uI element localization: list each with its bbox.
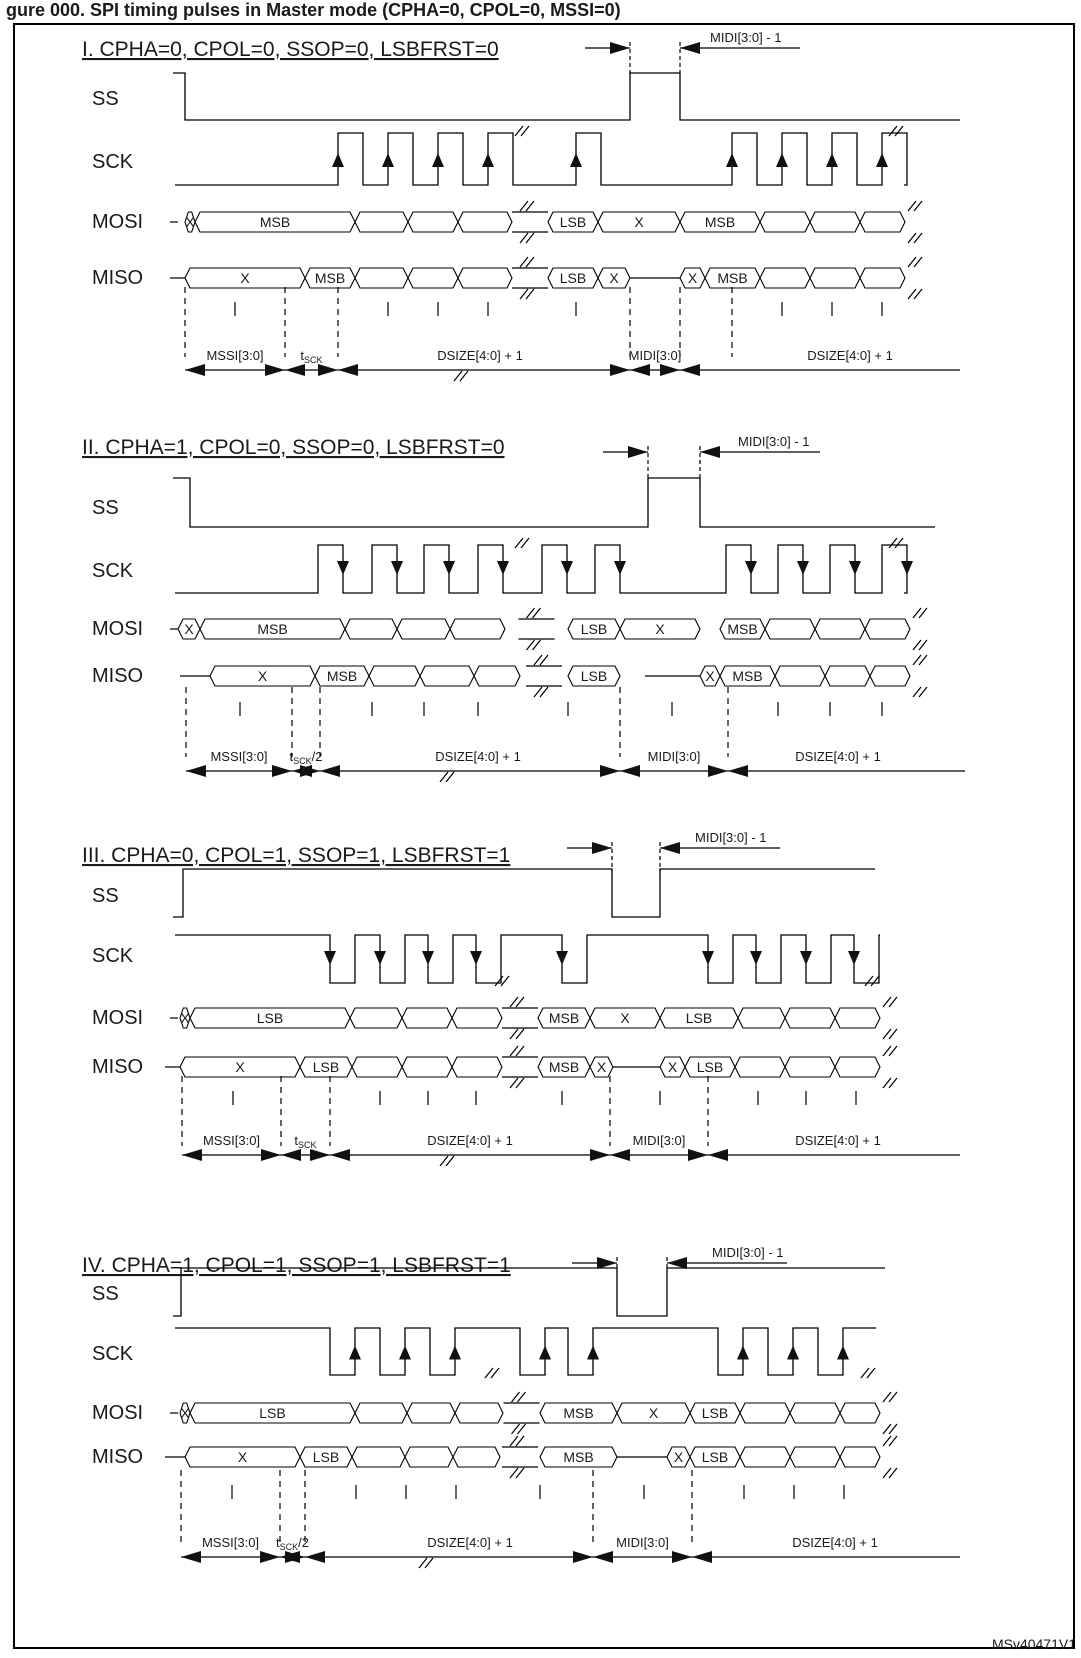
mosi-cell-label: LSB	[701, 1405, 729, 1421]
panel-title: IV. CPHA=1, CPOL=1, SSOP=1, LSBFRST=1	[82, 1254, 511, 1277]
dimension-arrowhead	[672, 1551, 692, 1563]
mosi-cell	[350, 1008, 402, 1028]
dimension-arrowhead	[338, 364, 358, 376]
sck-waveform	[175, 545, 907, 593]
sck-waveform	[175, 1328, 876, 1375]
signal-label-mosi: MOSI	[92, 1402, 144, 1424]
sample-arrow	[470, 951, 482, 965]
sample-arrow	[797, 561, 809, 575]
mosi-cell	[450, 619, 505, 639]
miso-cell-label: X	[240, 270, 250, 286]
signal-label-miso: MISO	[92, 1056, 144, 1078]
miso-cell-label: LSB	[312, 1059, 340, 1075]
mssi-label: MSSI[3:0]	[202, 1133, 261, 1148]
figure-id-tag: MSv40471V1	[991, 1636, 1076, 1652]
mosi-cell	[738, 1008, 785, 1028]
miso-cell-label: X	[237, 1449, 248, 1465]
miso-cell	[452, 1057, 502, 1077]
sample-arrow	[837, 1346, 849, 1360]
tsck-subscript: SCK	[293, 756, 312, 766]
sck-waveform	[175, 133, 907, 185]
dimension-arrowhead	[610, 364, 630, 376]
sample-arrow	[337, 561, 349, 575]
dimension-arrowhead	[708, 1149, 728, 1161]
dimension-arrowhead	[592, 842, 612, 854]
tsck-label: $t_{SCK}/2$	[289, 749, 323, 766]
sample-arrow	[382, 153, 394, 167]
miso-cell-label: X	[596, 1059, 607, 1075]
sample-arrow	[443, 561, 455, 575]
tsck-label: $t_{SCK}$	[300, 348, 323, 365]
dimension-arrowhead	[261, 1149, 281, 1161]
miso-cell	[408, 268, 458, 288]
mosi-cell-label: MSB	[259, 214, 291, 230]
mosi-cell-label: X	[180, 1010, 190, 1026]
sample-arrow	[614, 561, 626, 575]
miso-cell-label: X	[687, 270, 698, 286]
dimension-arrowhead	[310, 1149, 330, 1161]
miso-cell	[458, 268, 512, 288]
sample-arrow	[776, 153, 788, 167]
signal-label-sck: SCK	[92, 151, 134, 173]
dimension-arrowhead	[700, 446, 720, 458]
panel-title: II. CPHA=1, CPOL=0, SSOP=0, LSBFRST=0	[82, 436, 505, 459]
mosi-cell-label: X	[655, 621, 665, 637]
miso-cell	[860, 268, 905, 288]
sample-arrow	[422, 951, 434, 965]
signal-label-mosi: MOSI	[92, 1007, 144, 1029]
mosi-cell	[407, 1403, 455, 1423]
mosi-cell-label: MSB	[257, 621, 288, 637]
miso-cell-label: MSB	[326, 668, 358, 684]
mosi-cell	[355, 1403, 407, 1423]
mssi-label: MSSI[3:0]	[206, 348, 264, 363]
miso-cell	[870, 666, 910, 686]
sample-arrow	[556, 951, 568, 965]
dimension-arrowhead	[318, 364, 338, 376]
mosi-cell	[458, 212, 512, 232]
miso-cell	[760, 268, 810, 288]
mosi-cell	[865, 619, 910, 639]
mssi-label: MSSI[3:0]	[201, 1535, 260, 1550]
mosi-cell	[397, 619, 450, 639]
signal-label-sck: SCK	[92, 1343, 134, 1365]
dimension-arrowhead	[692, 1551, 712, 1563]
signal-label-sck: SCK	[92, 945, 134, 967]
mosi-cell	[408, 212, 458, 232]
sample-arrow	[849, 561, 861, 575]
miso-cell-label: X	[705, 668, 715, 684]
midi-label: MIDI[3:0]	[647, 749, 701, 764]
sample-arrow	[787, 1346, 799, 1360]
panel-title: I. CPHA=0, CPOL=0, SSOP=0, LSBFRST=0	[82, 38, 499, 61]
sample-arrow	[349, 1346, 361, 1360]
miso-cell	[402, 1057, 452, 1077]
miso-cell-label: MSB	[548, 1059, 580, 1075]
signal-label-ss: SS	[92, 88, 119, 110]
miso-cell	[810, 268, 860, 288]
midi-label: MIDI[3:0]	[616, 1535, 669, 1550]
miso-cell-label: X	[235, 1059, 245, 1075]
dsize-label-1: DSIZE[4:0] + 1	[437, 348, 523, 363]
dimension-arrowhead	[260, 1551, 280, 1563]
mosi-cell-label: X	[184, 621, 194, 637]
miso-cell	[790, 1447, 840, 1467]
mosi-cell	[452, 1008, 502, 1028]
mosi-cell	[402, 1008, 452, 1028]
sample-arrow	[539, 1346, 551, 1360]
dimension-arrowhead	[320, 765, 340, 777]
sample-arrow	[826, 153, 838, 167]
miso-cell-label: MSB	[314, 270, 346, 286]
ss-waveform	[173, 478, 935, 527]
midi-minus-one-label: MIDI[3:0] - 1	[712, 1245, 784, 1260]
miso-cell-label: LSB	[701, 1449, 729, 1465]
dimension-arrowhead	[186, 765, 206, 777]
miso-cell-label: X	[257, 668, 268, 684]
tsck-subscript: SCK	[298, 1140, 317, 1150]
sample-arrow	[482, 153, 494, 167]
sample-arrow	[561, 561, 573, 575]
mosi-cell	[815, 619, 865, 639]
dimension-arrowhead	[610, 42, 630, 54]
mosi-cell-label: X	[648, 1405, 659, 1421]
miso-cell-label: LSB	[559, 270, 587, 286]
tsck-suffix: /2	[298, 1535, 309, 1550]
ss-waveform	[173, 73, 960, 120]
ss-waveform	[173, 869, 875, 917]
dsize-label-2: DSIZE[4:0] + 1	[795, 749, 881, 764]
miso-cell	[453, 1447, 500, 1467]
sample-arrow	[745, 561, 757, 575]
mosi-cell-label: MSB	[563, 1405, 594, 1421]
miso-cell	[835, 1057, 880, 1077]
dimension-arrowhead	[688, 1149, 708, 1161]
mosi-cell-label: X	[185, 214, 195, 230]
mosi-cell-label: MSB	[727, 621, 758, 637]
sample-arrow	[374, 951, 386, 965]
mosi-cell-label: X	[180, 1405, 190, 1421]
dimension-arrowhead	[628, 446, 648, 458]
mosi-cell-label: LSB	[259, 1405, 286, 1421]
miso-cell	[775, 666, 825, 686]
mosi-cell-label: LSB	[685, 1010, 713, 1026]
sample-arrow	[726, 153, 738, 167]
dimension-arrowhead	[185, 364, 205, 376]
mosi-cell-label: MSB	[548, 1010, 580, 1026]
miso-cell	[735, 1057, 785, 1077]
mosi-cell-label: MSB	[704, 214, 736, 230]
timing-panel-2	[82, 434, 965, 782]
dimension-arrowhead	[590, 1149, 610, 1161]
tsck-subscript: SCK	[304, 355, 323, 365]
midi-minus-one-label: MIDI[3:0] - 1	[738, 434, 810, 449]
tsck-label: $t_{SCK}$	[294, 1133, 317, 1150]
midi-minus-one-label: MIDI[3:0] - 1	[695, 830, 767, 845]
timing-panel-1	[82, 30, 960, 381]
sample-arrow	[800, 951, 812, 965]
timing-panel-4	[82, 1245, 960, 1568]
dimension-arrowhead	[610, 1149, 630, 1161]
miso-cell	[825, 666, 870, 686]
dimension-arrowhead	[680, 364, 700, 376]
signal-label-miso: MISO	[92, 267, 144, 289]
tsck-subscript: SCK	[279, 1542, 299, 1552]
signal-label-ss: SS	[92, 497, 119, 519]
sample-arrow	[432, 153, 444, 167]
miso-cell	[840, 1447, 880, 1467]
sample-arrow	[848, 951, 860, 965]
dimension-arrowhead	[285, 364, 305, 376]
miso-cell	[785, 1057, 835, 1077]
sample-arrow	[332, 153, 344, 167]
miso-cell	[740, 1447, 790, 1467]
signal-label-miso: MISO	[92, 665, 144, 687]
miso-cell-label: MSB	[717, 270, 748, 286]
mosi-cell	[345, 619, 397, 639]
dimension-arrowhead	[593, 1551, 613, 1563]
sample-arrow	[399, 1346, 411, 1360]
dsize-label-1: DSIZE[4:0] + 1	[435, 749, 521, 764]
miso-cell	[352, 1057, 402, 1077]
miso-cell-label: X	[673, 1449, 684, 1465]
mosi-cell	[760, 212, 810, 232]
mosi-cell	[790, 1403, 840, 1423]
signal-label-ss: SS	[92, 1283, 119, 1305]
sample-arrow	[702, 951, 714, 965]
miso-cell	[352, 1447, 405, 1467]
mosi-cell-label: X	[634, 214, 644, 230]
tsck-suffix: /2	[311, 749, 323, 764]
mosi-cell	[455, 1403, 503, 1423]
dimension-arrowhead	[265, 364, 285, 376]
signal-label-mosi: MOSI	[92, 211, 144, 233]
dimension-arrowhead	[630, 364, 650, 376]
sample-arrow	[876, 153, 888, 167]
mosi-cell-label: LSB	[580, 621, 608, 637]
sample-arrow	[324, 951, 336, 965]
dimension-arrowhead	[660, 842, 680, 854]
mosi-cell	[860, 212, 905, 232]
dimension-arrowhead	[728, 765, 748, 777]
miso-cell	[405, 1447, 453, 1467]
figure-header: gure 000. SPI timing pulses in Master mode (CPHA=0, CPOL=0, MSSI=0)	[6, 0, 621, 20]
sample-arrow	[449, 1346, 461, 1360]
midi-label: MIDI[3:0]	[632, 1133, 686, 1148]
mosi-cell-label: X	[620, 1010, 630, 1026]
dimension-arrowhead	[600, 765, 620, 777]
miso-cell-label: X	[609, 270, 619, 286]
sample-arrow	[497, 561, 509, 575]
dimension-arrowhead	[281, 1149, 301, 1161]
dsize-label-1: DSIZE[4:0] + 1	[427, 1133, 513, 1148]
midi-label: MIDI[3:0]	[628, 348, 682, 363]
tsck-label: $t_{SCK}/2$	[276, 1535, 309, 1552]
miso-cell-label: LSB	[580, 668, 608, 684]
mosi-cell	[840, 1403, 880, 1423]
miso-cell-label: X	[667, 1059, 678, 1075]
sck-waveform	[175, 935, 880, 983]
dimension-arrowhead	[660, 364, 680, 376]
timing-panel-3	[82, 830, 960, 1166]
dsize-label-1: DSIZE[4:0] + 1	[427, 1535, 513, 1550]
dimension-arrowhead	[708, 765, 728, 777]
sample-arrow	[737, 1346, 749, 1360]
mosi-cell	[740, 1403, 790, 1423]
dsize-label-2: DSIZE[4:0] + 1	[792, 1535, 878, 1550]
panel-title: III. CPHA=0, CPOL=1, SSOP=1, LSBFRST=1	[82, 844, 511, 867]
mosi-cell-label: LSB	[559, 214, 587, 230]
miso-cell	[420, 666, 474, 686]
signal-label-mosi: MOSI	[92, 618, 144, 640]
dimension-arrowhead	[181, 1551, 201, 1563]
miso-cell-label: MSB	[732, 668, 763, 684]
dsize-label-2: DSIZE[4:0] + 1	[807, 348, 893, 363]
dimension-arrowhead	[680, 42, 700, 54]
mssi-label: MSSI[3:0]	[210, 749, 268, 764]
signal-label-sck: SCK	[92, 560, 134, 582]
dimension-arrowhead	[620, 765, 640, 777]
miso-cell-label: LSB	[696, 1059, 724, 1075]
sample-arrow	[570, 153, 582, 167]
sample-arrow	[901, 561, 913, 575]
mosi-cell	[835, 1008, 880, 1028]
mosi-cell	[765, 619, 815, 639]
dimension-arrowhead	[272, 765, 292, 777]
dimension-arrowhead	[597, 1257, 617, 1269]
signal-label-miso: MISO	[92, 1446, 144, 1468]
sample-arrow	[750, 951, 762, 965]
sample-arrow	[587, 1346, 599, 1360]
sample-arrow	[391, 561, 403, 575]
miso-cell	[474, 666, 520, 686]
dimension-arrowhead	[667, 1257, 687, 1269]
midi-minus-one-label: MIDI[3:0] - 1	[710, 30, 782, 45]
miso-cell-label: LSB	[312, 1449, 340, 1465]
dimension-arrowhead	[305, 1551, 325, 1563]
mosi-cell-label: LSB	[256, 1010, 284, 1026]
miso-cell	[355, 268, 408, 288]
dimension-arrowhead	[573, 1551, 593, 1563]
miso-cell	[369, 666, 420, 686]
mosi-cell	[355, 212, 408, 232]
mosi-cell	[785, 1008, 835, 1028]
miso-cell-label: MSB	[563, 1449, 594, 1465]
dimension-arrowhead	[330, 1149, 350, 1161]
mosi-cell	[810, 212, 860, 232]
dimension-arrowhead	[182, 1149, 202, 1161]
dsize-label-2: DSIZE[4:0] + 1	[795, 1133, 881, 1148]
signal-label-ss: SS	[92, 885, 119, 907]
